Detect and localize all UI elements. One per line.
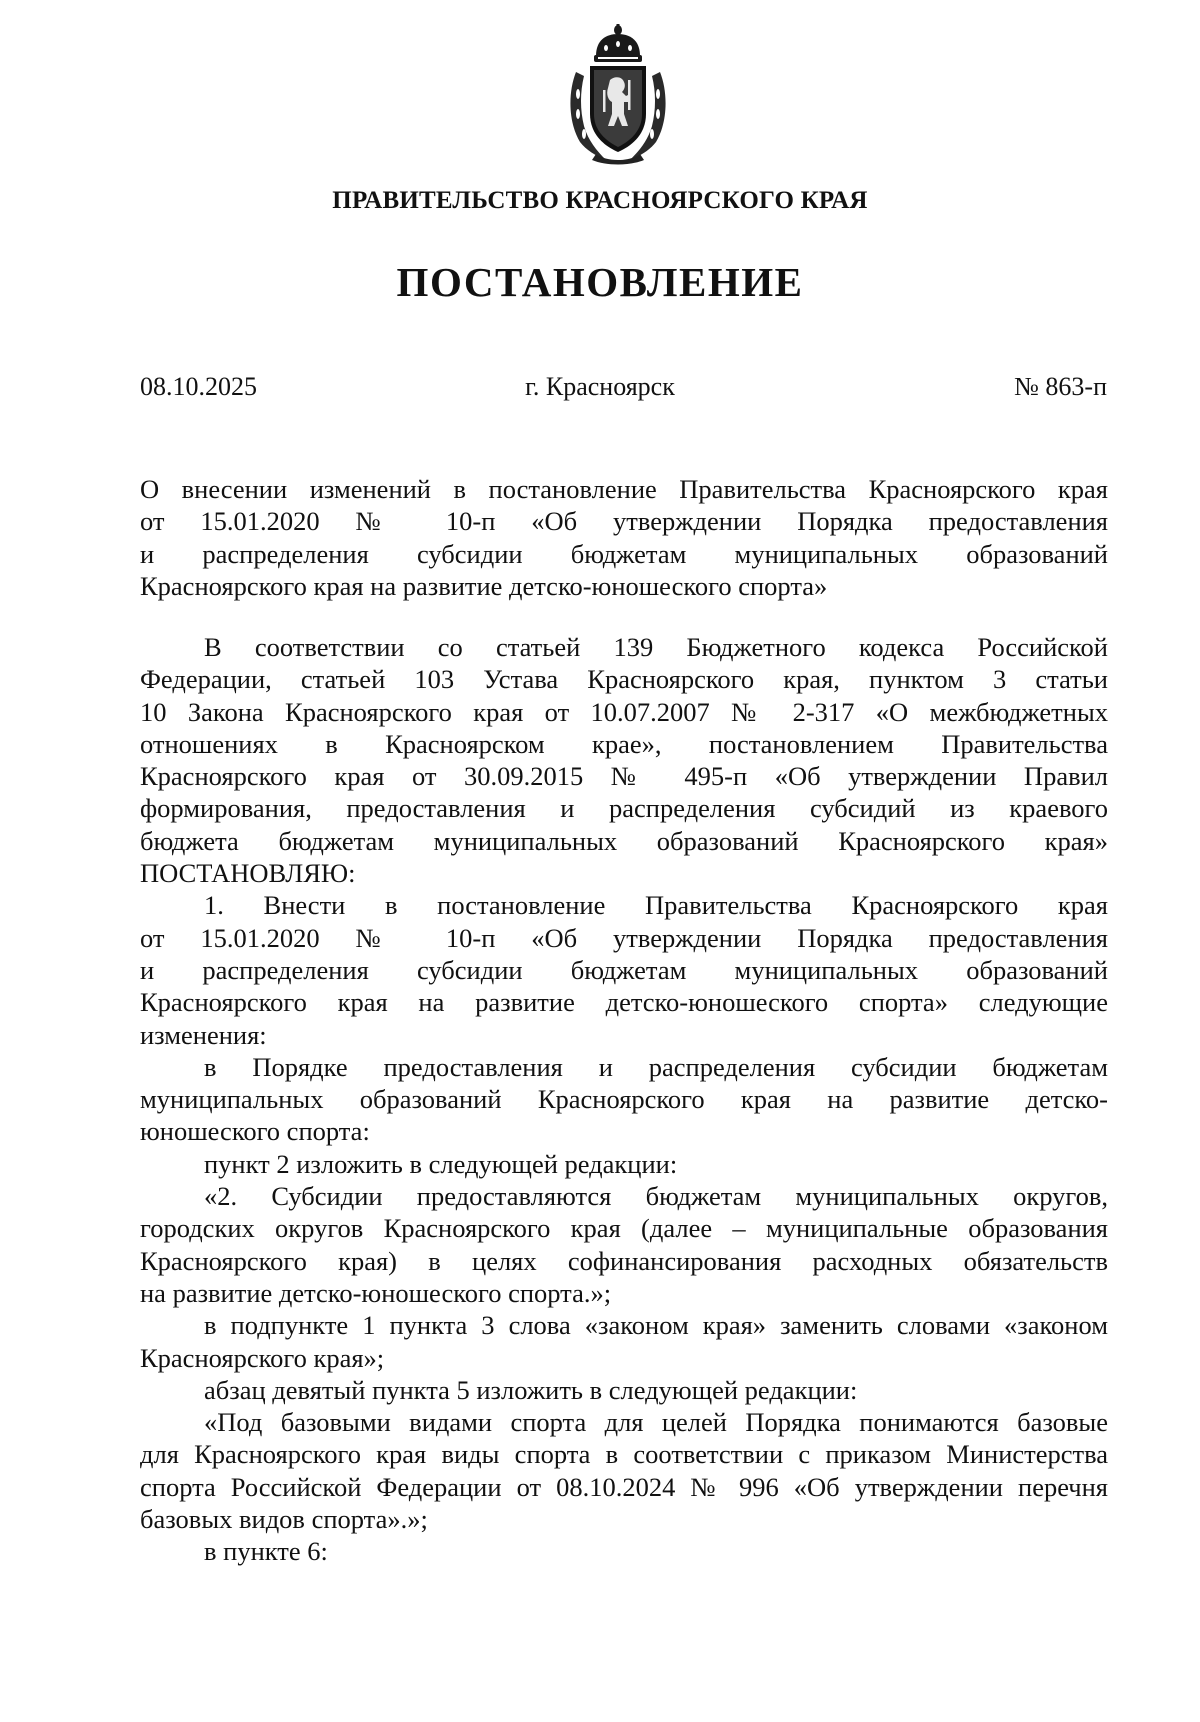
body-line: для Красноярского края виды спорта в соответствии с приказом Министерства — [140, 1439, 1108, 1470]
body-line: Красноярского края на развитие детско-юношеского спорта» следующие — [140, 987, 1108, 1018]
body-line: В соответствии со статьей 139 Бюджетного кодекса Российской — [204, 632, 1108, 662]
body-line: «Под базовыми видами спорта для целей Порядка понимаются базовые — [204, 1407, 1108, 1438]
document-body — [140, 631, 1108, 1568]
title-line: и распределения субсидии бюджетам муниципальных образований — [140, 538, 1108, 569]
title-line: О внесении изменений в постановление Правительства Красноярского края — [140, 474, 1108, 504]
title-line: от 15.01.2020 № 10-п «Об утверждении Порядка предоставления — [140, 506, 1108, 537]
body-line: в пункте 6: — [204, 1536, 328, 1567]
body-line: формирования, предоставления и распределения субсидий из краевого — [140, 793, 1108, 824]
body-line: муниципальных образований Красноярского края на развитие детско- — [140, 1084, 1108, 1115]
document-date: 08.10.2025 — [140, 372, 257, 401]
document-number: № 863-п — [1014, 372, 1107, 401]
body-line: Красноярского края»; — [140, 1342, 385, 1373]
body-line: базовых видов спорта».»; — [140, 1504, 428, 1535]
body-line: Федерации, статьей 103 Устава Красноярского края, пунктом 3 статьи — [140, 664, 1108, 695]
organization-name: ПРАВИТЕЛЬСТВО КРАСНОЯРСКОГО КРАЯ — [332, 187, 868, 214]
body-line: Красноярского края от 30.09.2015 № 495-п «Об утверждении Правил — [140, 761, 1108, 792]
body-line: «2. Субсидии предоставляются бюджетам муниципальных округов, — [204, 1181, 1108, 1212]
body-line: 1. Внести в постановление Правительства Красноярского края — [204, 890, 1108, 921]
body-line: бюджета бюджетам муниципальных образований Красноярского края» — [140, 825, 1108, 856]
body-line: от 15.01.2020 № 10-п «Об утверждении Порядка предоставления — [140, 922, 1108, 953]
body-line: и распределения субсидии бюджетам муниципальных образований — [140, 954, 1108, 985]
body-line: спорта Российской Федерации от 08.10.2024 № 996 «Об утверждении перечня — [140, 1471, 1108, 1502]
body-line: на развитие детско-юношеского спорта.»; — [140, 1277, 612, 1308]
body-line: ПОСТАНОВЛЯЮ: — [140, 858, 356, 889]
title-line: Красноярского края на развитие детско-юношеского спорта» — [140, 570, 828, 601]
body-line: абзац девятый пункта 5 изложить в следующей редакции: — [204, 1374, 858, 1405]
body-line: городских округов Красноярского края (далее – муниципальные образования — [140, 1213, 1108, 1244]
document-type-heading: ПОСТАНОВЛЕНИЕ — [396, 259, 804, 305]
document-title — [140, 473, 1108, 602]
coat-of-arms-icon — [566, 22, 670, 166]
body-line: в подпункте 1 пункта 3 слова «законом края» заменить словами «законом — [204, 1310, 1108, 1341]
body-line: в Порядке предоставления и распределения субсидии бюджетам — [204, 1051, 1108, 1082]
body-line: 10 Закона Красноярского края от 10.07.2007 № 2-317 «О межбюджетных — [140, 696, 1108, 727]
body-line: изменения: — [140, 1019, 267, 1050]
document-city: г. Красноярск — [525, 372, 675, 401]
body-line: Красноярского края) в целях софинансирования расходных обязательств — [140, 1245, 1108, 1276]
body-line: отношениях в Красноярском крае», постановлением Правительства — [140, 728, 1108, 759]
body-line: пункт 2 изложить в следующей редакции: — [204, 1148, 678, 1179]
body-line: юношеского спорта: — [140, 1116, 370, 1147]
